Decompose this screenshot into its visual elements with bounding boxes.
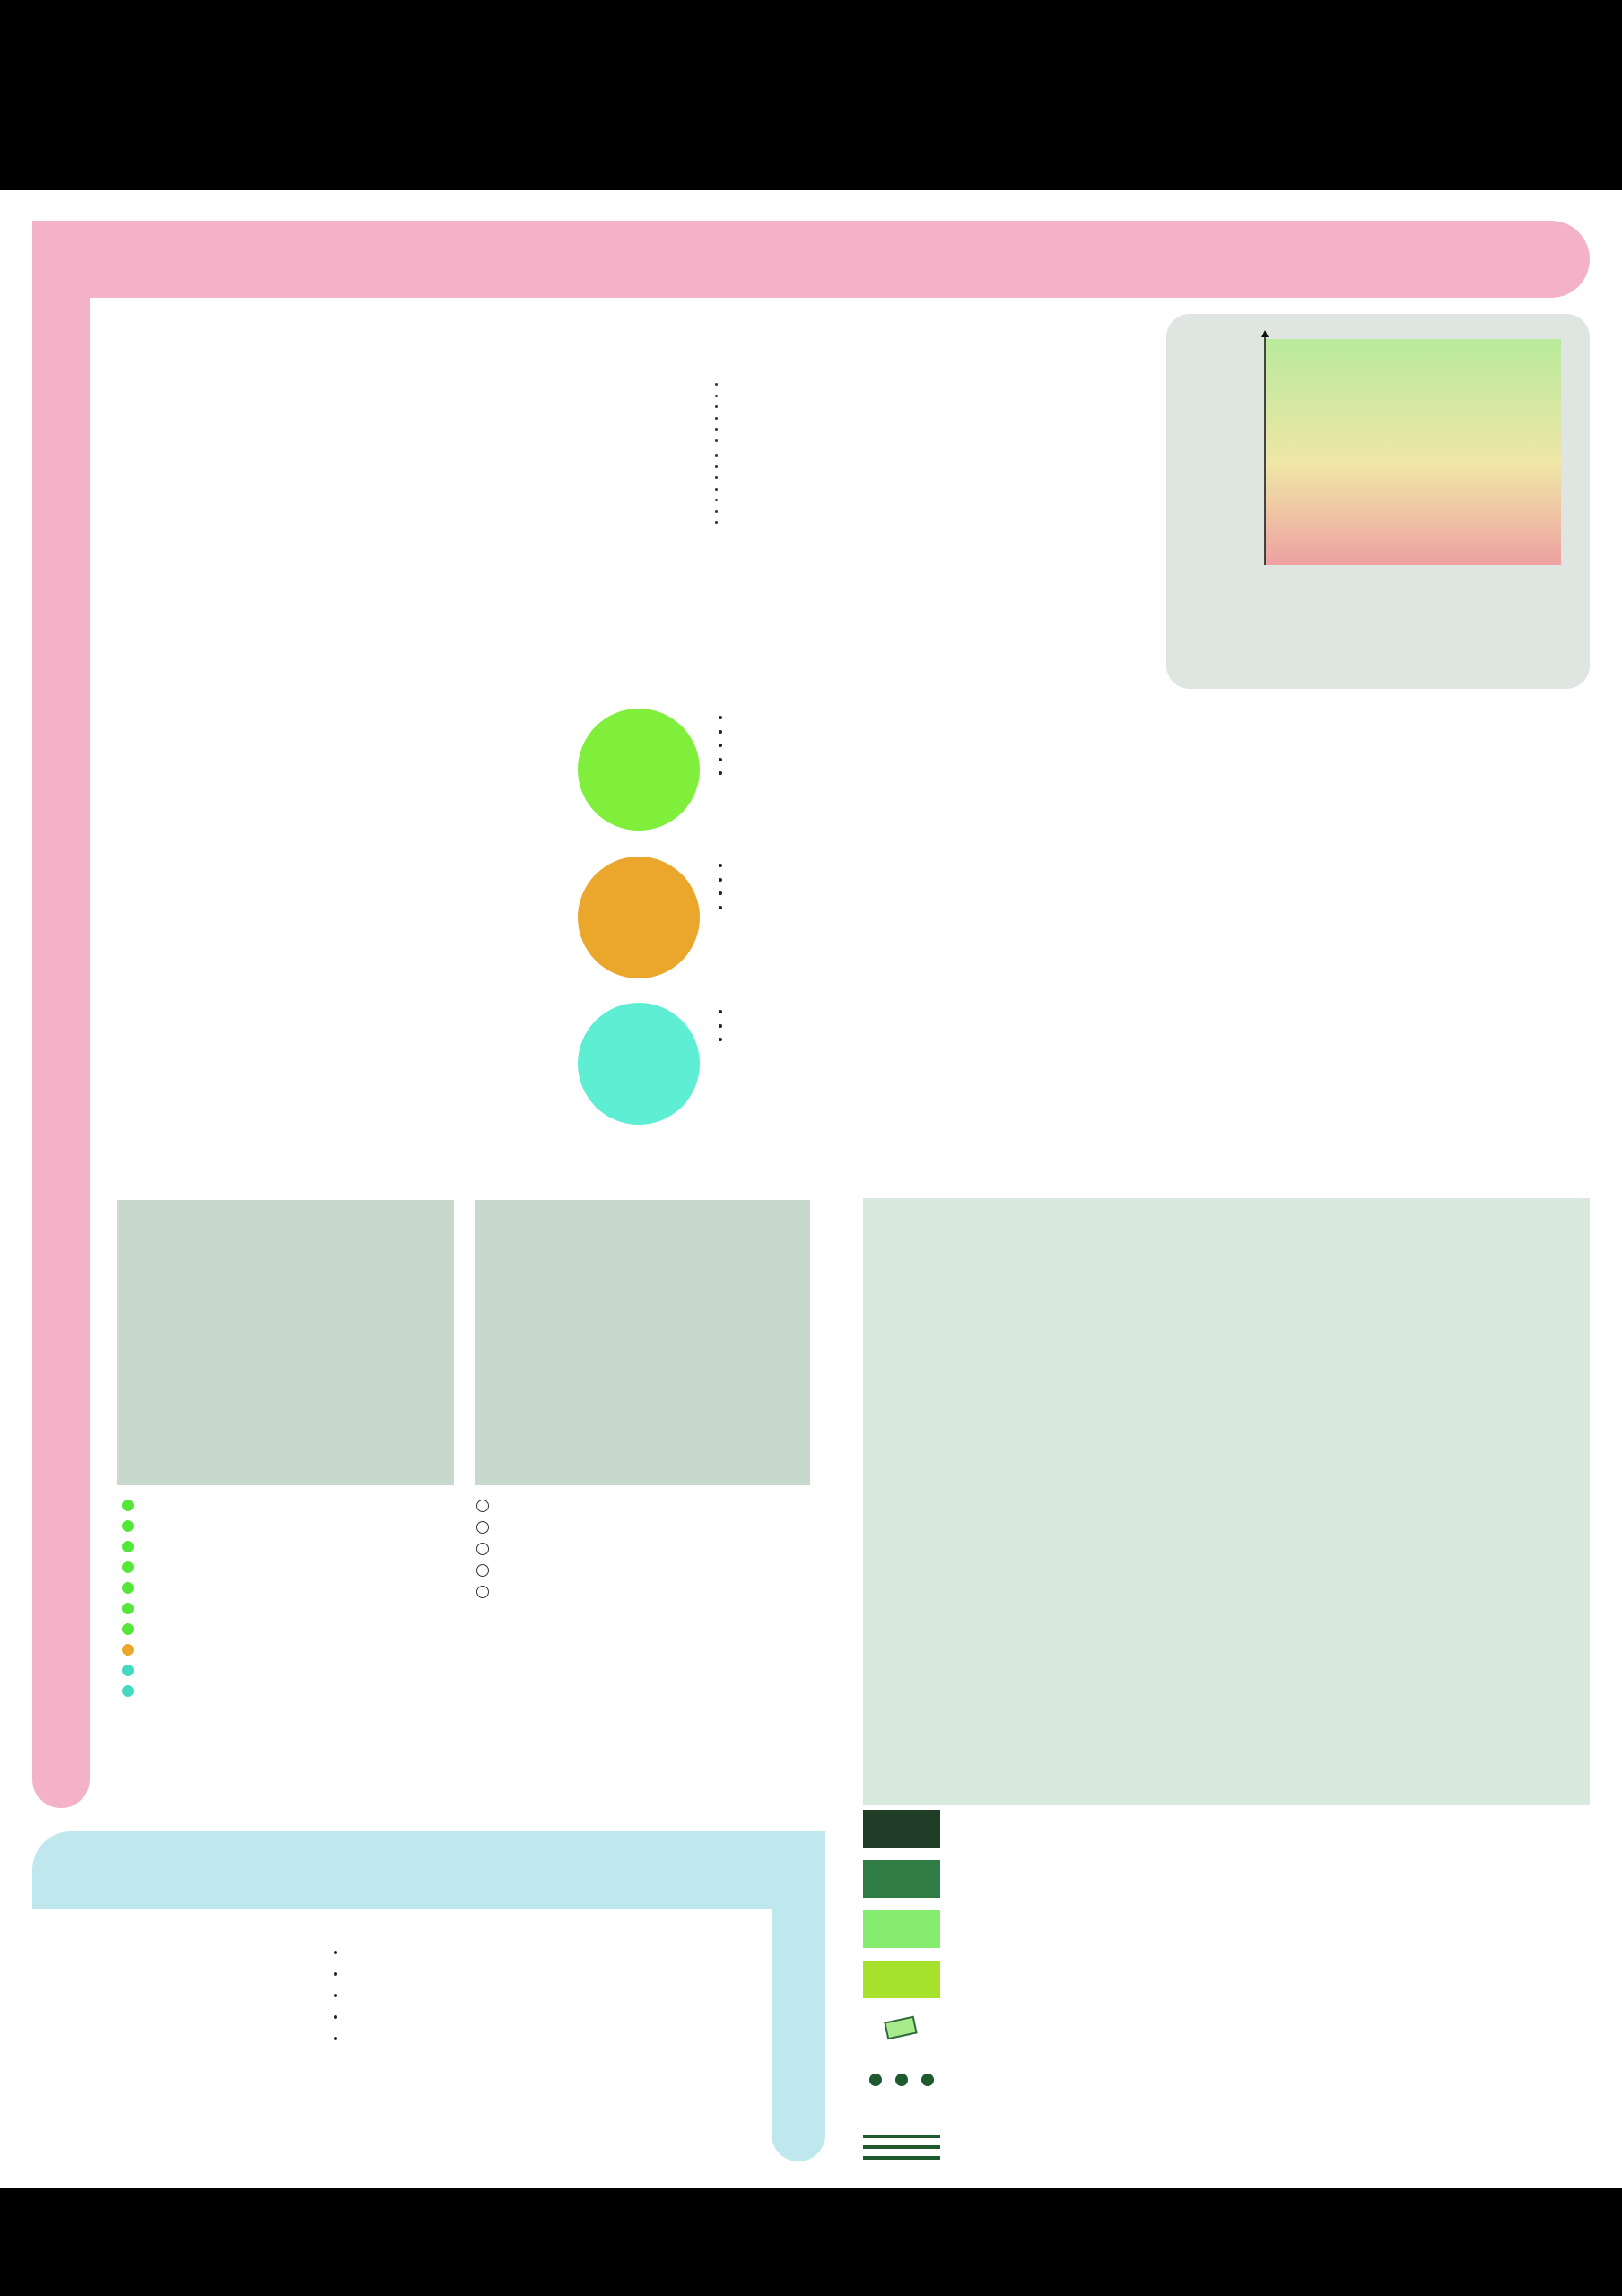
reflection-item <box>346 2031 745 2045</box>
legend-item <box>863 2061 1590 2099</box>
theme-circle <box>578 1003 700 1125</box>
proposal-map <box>863 1198 1590 1805</box>
theme-item <box>732 886 1026 900</box>
key-area-item <box>122 1644 463 1656</box>
weakness-item <box>726 484 1146 496</box>
key-area-number <box>122 1665 134 1676</box>
key-area-number <box>122 1685 134 1697</box>
key-area-number <box>122 1561 134 1573</box>
legend-swatch <box>863 1961 940 1998</box>
key-area-item <box>122 1561 463 1573</box>
legend-swatch <box>863 1810 940 1848</box>
weakness-item <box>726 462 1146 474</box>
remnant-forest-hatch-icon <box>863 2111 940 2165</box>
outcomes-chart <box>1166 314 1590 592</box>
key-area-item <box>122 1500 463 1511</box>
y-axis-arrow <box>1261 330 1269 337</box>
theme-item <box>732 1019 1026 1033</box>
theme-circle <box>578 857 700 978</box>
theme-item <box>732 738 1026 752</box>
key-area-item <box>122 1603 463 1614</box>
key-area-number <box>122 1644 134 1656</box>
section-6-side-bar <box>32 221 90 1808</box>
key-area-item <box>122 1520 463 1532</box>
legend-item <box>863 1961 1590 1998</box>
strength-area-item <box>476 1500 808 1512</box>
legend-swatch <box>863 2111 940 2165</box>
strength-item <box>726 436 1146 448</box>
theme-circle <box>578 709 700 831</box>
legend-swatch <box>863 2011 940 2048</box>
poster-footer <box>0 2188 1622 2296</box>
forest-patch-dots-icon <box>863 2061 940 2099</box>
theme-description <box>1048 710 1588 719</box>
reflection-item <box>346 2009 745 2023</box>
strength-area-letter <box>476 1543 489 1555</box>
strength-area-letter <box>476 1586 489 1598</box>
legend-outside-plan <box>863 2111 1590 2165</box>
strength-area-letter <box>476 1500 489 1512</box>
key-area-number <box>122 1520 134 1532</box>
section-7-side-bar <box>772 1831 825 2161</box>
key-areas-list <box>122 1500 463 1706</box>
map-legend <box>863 1810 1590 2178</box>
key-areas-map <box>117 1200 454 1485</box>
reflection-item <box>346 1944 745 1959</box>
weaknesses-list <box>715 450 1146 529</box>
theme-item <box>732 1004 1026 1019</box>
weakness-item <box>726 517 1146 529</box>
key-area-number <box>122 1500 134 1511</box>
legend-swatch <box>863 1910 940 1948</box>
theme-item <box>732 900 1026 915</box>
section-6-bar <box>32 221 1590 298</box>
strength-area-letter <box>476 1521 489 1534</box>
outcomes-chart-card <box>1166 314 1590 689</box>
key-area-item <box>122 1582 463 1594</box>
chart-background <box>1265 339 1561 565</box>
weakness-item <box>726 495 1146 507</box>
key-area-number <box>122 1623 134 1635</box>
theme-description <box>1048 1004 1588 1013</box>
strengths-map <box>475 1200 810 1485</box>
theme-items <box>718 710 1026 780</box>
theme-item <box>732 858 1026 873</box>
weakness-item <box>726 507 1146 518</box>
legend-item <box>863 1860 1590 1898</box>
weakness-item <box>726 450 1146 462</box>
theme-items <box>718 858 1026 914</box>
theme-item <box>732 1032 1026 1047</box>
key-area-item <box>122 1685 463 1697</box>
strengths-weaknesses <box>715 379 1146 529</box>
legend-item <box>863 1810 1590 1848</box>
strength-area-item <box>476 1564 808 1577</box>
key-area-number <box>122 1541 134 1552</box>
section-7-bar <box>32 1831 825 1909</box>
strength-item <box>726 391 1146 403</box>
strength-area-item <box>476 1521 808 1534</box>
theme-item <box>732 710 1026 725</box>
strength-item <box>726 379 1146 391</box>
legend-outside-text <box>958 2111 1590 2113</box>
theme-item <box>732 766 1026 780</box>
strength-area-item <box>476 1586 808 1598</box>
key-area-number <box>122 1582 134 1594</box>
strength-area-letter <box>476 1564 489 1577</box>
master-plan-strengths-list <box>476 1500 808 1607</box>
reflection-item <box>346 1966 745 1980</box>
key-area-item <box>122 1541 463 1552</box>
theme-item <box>732 873 1026 887</box>
legend-swatch <box>863 2061 940 2099</box>
reflection-item <box>346 1987 745 2002</box>
theme-description <box>1048 858 1588 867</box>
theme-item <box>732 752 1026 767</box>
strength-area-item <box>476 1543 808 1555</box>
theme-item <box>732 725 1026 739</box>
strength-item <box>726 402 1146 413</box>
strength-item <box>726 413 1146 425</box>
strengths-list <box>715 379 1146 447</box>
legend-swatch <box>863 1860 940 1898</box>
key-area-item <box>122 1665 463 1676</box>
legend-item <box>863 2011 1590 2048</box>
strength-item <box>726 424 1146 436</box>
moved-building-icon <box>863 2011 940 2048</box>
theme-items <box>718 1004 1026 1047</box>
key-area-item <box>122 1623 463 1635</box>
integration-paragraphs <box>117 827 526 835</box>
poster-header <box>0 0 1622 190</box>
legend-item <box>863 1910 1590 1948</box>
weakness-item <box>726 473 1146 484</box>
key-area-number <box>122 1603 134 1614</box>
reflection-list <box>332 1944 745 2052</box>
